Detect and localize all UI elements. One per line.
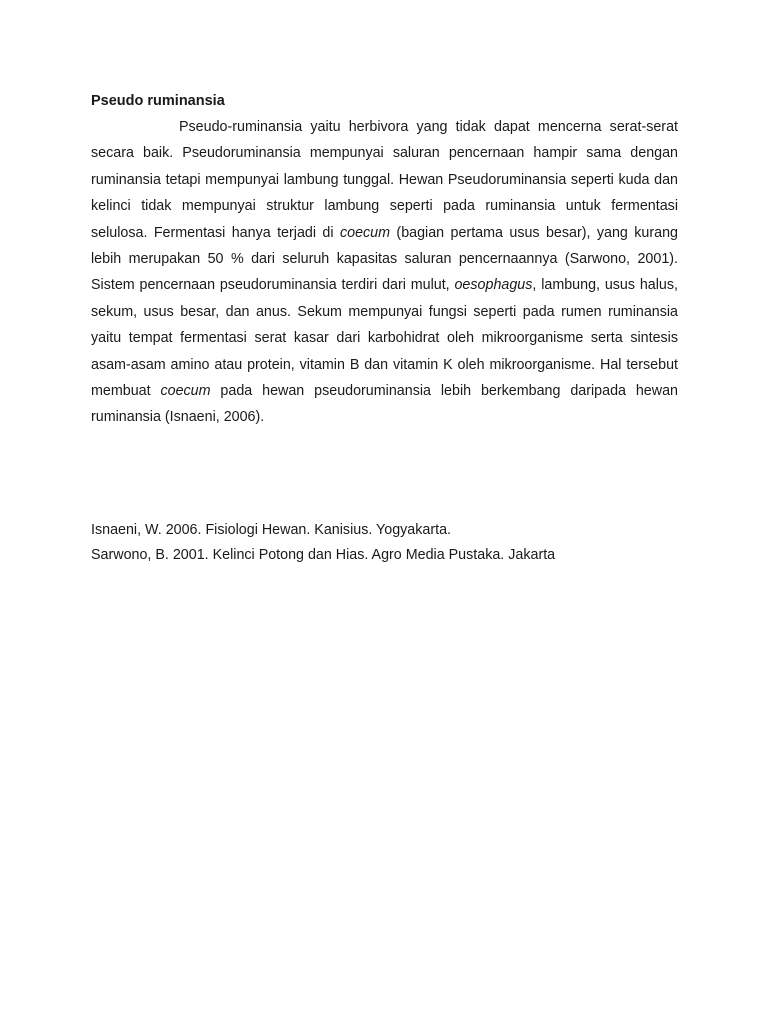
term-oesophagus: oesophagus [454, 277, 533, 294]
document-body [91, 88, 678, 431]
reference-item: Sarwono, B. 2001. Kelinci Potong dan Hias. Agro Media Pustaka. Jakarta [91, 547, 556, 563]
term-coecum: coecum [339, 224, 391, 241]
paragraph-text-2: (bagian pertama usus besar), yang kurang lebih merupakan 50 % dari seluruh kapasitas saluran pencernaannya (Sarwono, 2001). Sistem pencernaan pseudoruminansia terdiri dari mulut, [91, 224, 678, 294]
reference-item: Isnaeni, W. 2006. Fisiologi Hewan. Kanisius. Yogyakarta. [91, 522, 452, 538]
section-heading: Pseudo ruminansia [91, 93, 225, 109]
paragraph-text-1: Pseudo-ruminansia yaitu herbivora yang tidak dapat mencerna serat-serat secara baik. Pseudoruminansia mempunyai saluran pencernaan hampir sama dengan ruminansia tetapi mempunyai lambung tunggal. Hewan Pseudoruminansia seperti kuda dan kelinci tidak mempunyai struktur lambung seperti pada ruminansia untuk fermentasi selulosa. Fermentasi hanya terjadi di [91, 119, 678, 241]
reference-list [91, 518, 691, 568]
paragraph-text-3: , lambung, usus halus, sekum, usus besar, dan anus. Sekum mempunyai fungsi seperti pada rumen ruminansia yaitu tempat fermentasi serat kasar dari karbohidrat oleh mikroorganisme serta sintesis asam-asam amino atau protein, vitamin B dan vitamin K oleh mikroorganisme. Hal tersebut membuat [91, 277, 678, 400]
term-coecum: coecum [160, 383, 211, 400]
paragraph-text-4: pada hewan pseudoruminansia lebih berkembang daripada hewan ruminansia (Isnaeni, 2006). [91, 383, 678, 426]
body-paragraph [91, 114, 678, 431]
